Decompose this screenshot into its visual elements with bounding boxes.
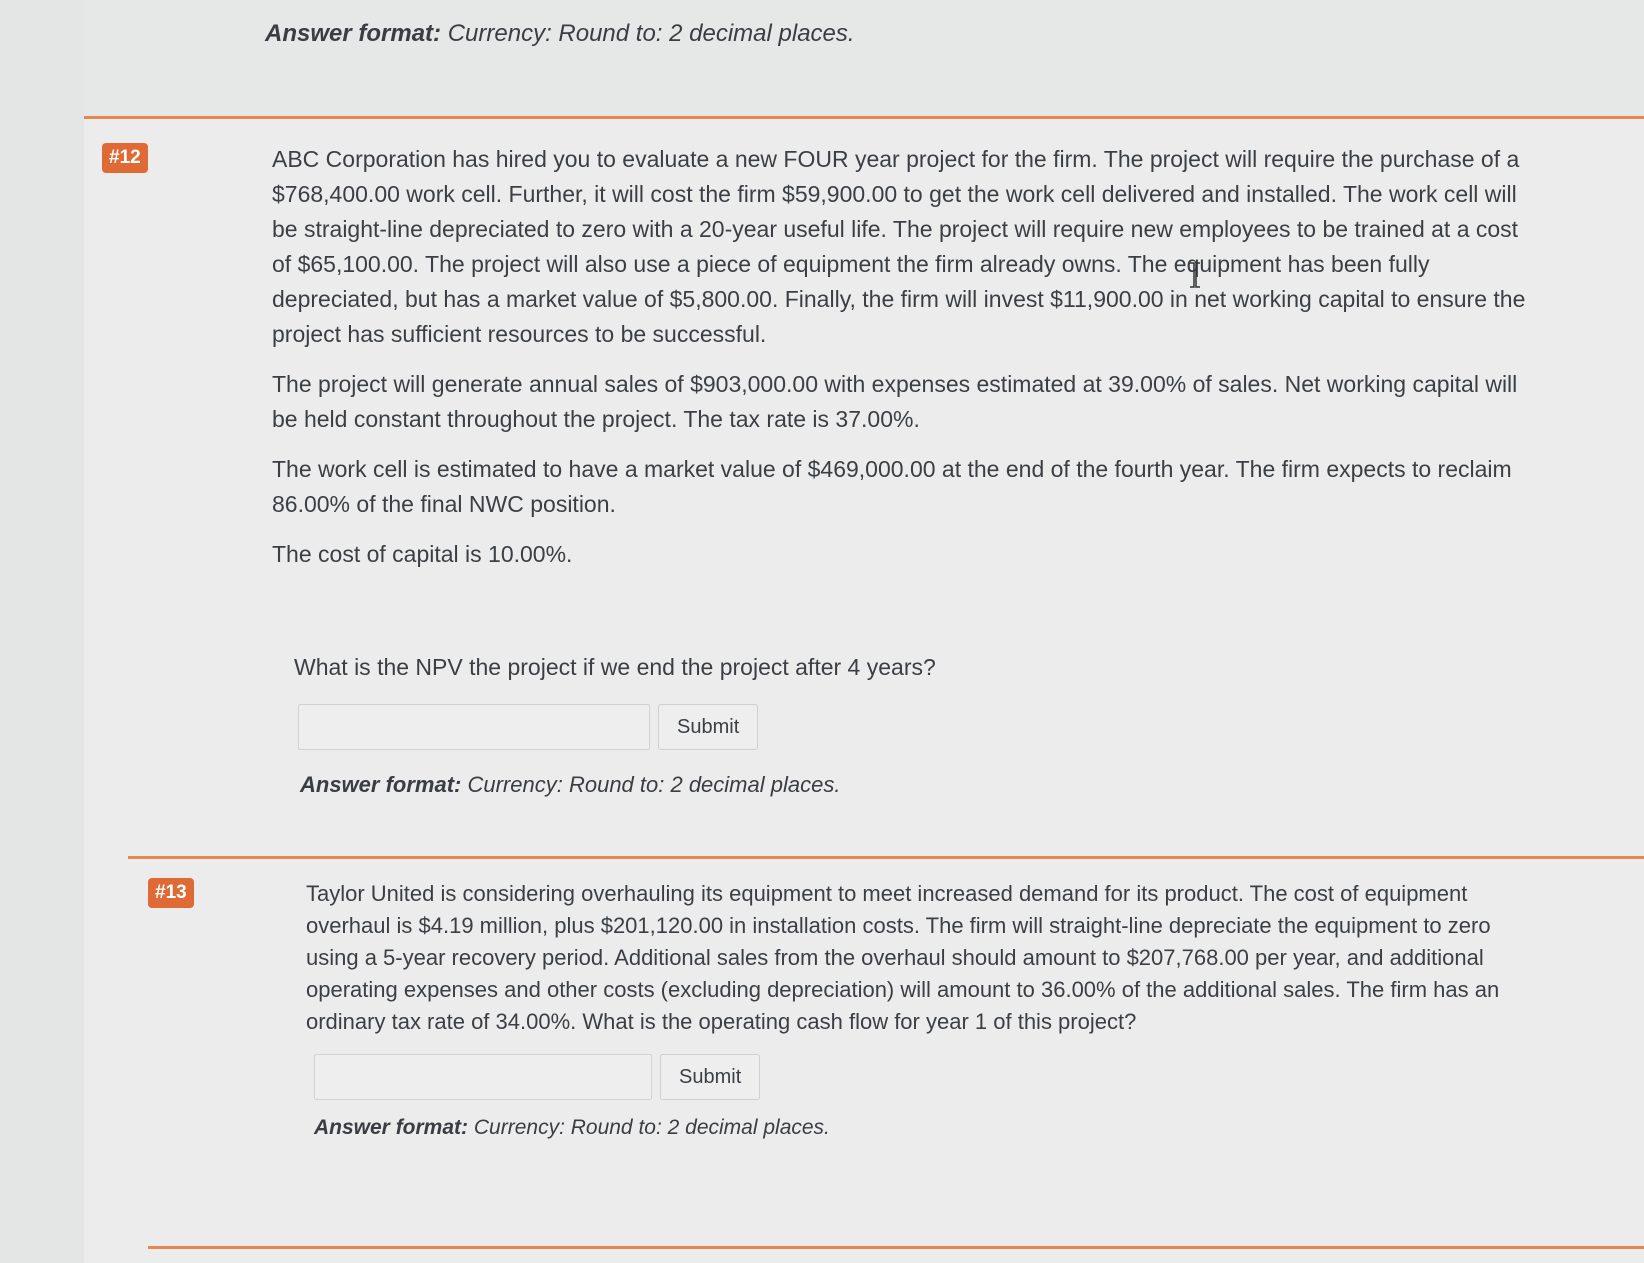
answer-format-value: Currency: Round to: 2 decimal places. [467, 772, 841, 797]
answer-format-label: Answer format: [300, 772, 462, 797]
answer-format-label: Answer format: [265, 20, 442, 47]
question-12-answer-input[interactable] [298, 704, 650, 750]
question-13-text: Taylor United is considering overhauling its equipment to meet increased demand for its product. The cost of equipment overhaul is $4.19 million, plus $201,120.00 in installation costs. The firm will straight-line depreciate the equipment to zero using a 5-year recovery period. Additional sales from the overhaul should amount to $207,768.00 per year, and additional operating expenses and other costs (excluding depreciation) will amount to 36.00% of the additional sales. The firm has an ordinary tax rate of 34.00%. What is the operating cash flow for year 1 of this project? [306, 881, 1500, 1034]
answer-format-value: Currency: Round to: 2 decimal places. [473, 1116, 830, 1139]
question-number-badge: #13 [148, 878, 194, 908]
question-page [84, 0, 1644, 1263]
question-13-body [306, 878, 1526, 1038]
question-13-answer-input[interactable] [314, 1054, 652, 1100]
question-separator [84, 116, 1644, 119]
question-12-paragraph-4: The cost of capital is 10.00%. [272, 541, 573, 567]
answer-format-hint [265, 20, 855, 48]
question-12-prompt-wrap [294, 650, 1494, 685]
question-12-prompt: What is the NPV the project if we end the project after 4 years? [294, 654, 936, 680]
question-number-badge: #12 [102, 143, 148, 173]
left-gutter [0, 0, 84, 1263]
question-13-answer-format [314, 1116, 830, 1140]
previous-question-block [84, 0, 1644, 118]
question-13-submit-button[interactable]: Submit [660, 1054, 760, 1100]
answer-format-label: Answer format: [314, 1116, 469, 1139]
question-12-submit-button[interactable]: Submit [658, 704, 758, 750]
question-separator [148, 1246, 1644, 1249]
question-12-paragraph-2: The project will generate annual sales of $903,000.00 with expenses estimated at 39.00% of sales. Net working capital will be held constant throughout the project. The tax rate is 37.00%. [272, 371, 1518, 432]
question-12-body [272, 142, 1542, 572]
question-12-answer-format [300, 772, 840, 798]
question-separator [128, 856, 1644, 859]
question-12-paragraph-3: The work cell is estimated to have a market value of $469,000.00 at the end of the fourth year. The firm expects to reclaim 86.00% of the final NWC position. [272, 456, 1512, 517]
question-12-paragraph-1: ABC Corporation has hired you to evaluate a new FOUR year project for the firm. The project will require the purchase of a $768,400.00 work cell. Further, it will cost the firm $59,900.00 to get the work cell delivered and installed. The work cell will be straight-line depreciated to zero with a 20-year useful life. The project will require new employees to be trained at a cost of $65,100.00. The project will also use a piece of equipment the firm already owns. The equipment has been fully depreciated, but has a market value of $5,800.00. Finally, the firm will invest $11,900.00 in net working capital to ensure the project has sufficient resources to be successful. [272, 146, 1526, 347]
answer-format-value: Currency: Round to: 2 decimal places. [447, 20, 855, 47]
text-cursor-icon [1188, 262, 1202, 288]
